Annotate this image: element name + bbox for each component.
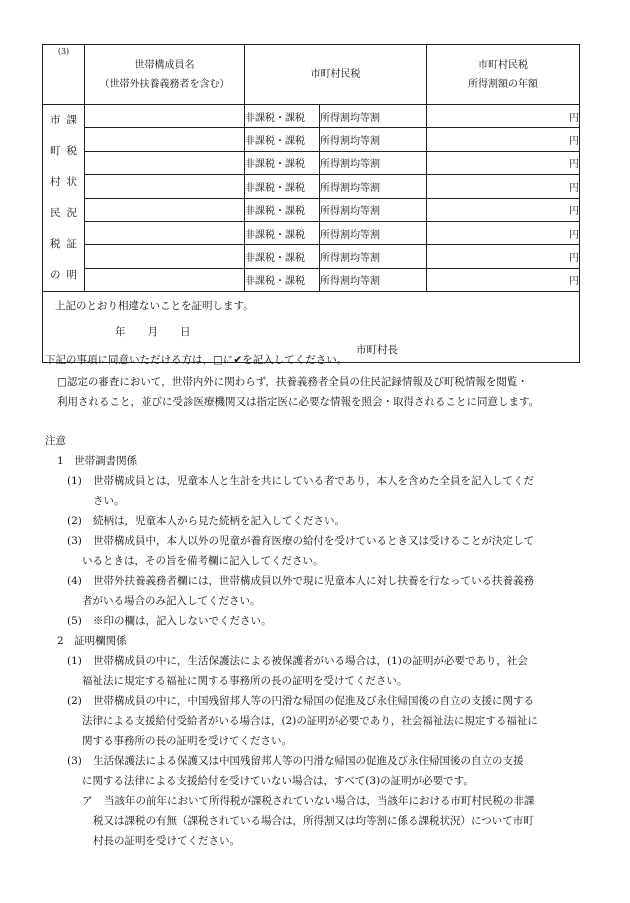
tax-status-cell[interactable]: 非課税・課税 (245, 245, 320, 268)
member-name-cell[interactable] (85, 175, 245, 198)
side-label-row: 民 況 (50, 207, 77, 219)
income-levy-amount-cell[interactable]: 円 (427, 175, 580, 198)
side-label-row: 市 課 (50, 114, 77, 126)
member-name-cell[interactable] (85, 221, 245, 244)
side-label-row: 税 証 (50, 238, 77, 250)
note-text: ※印の欄は，記入しないでください。 (93, 615, 272, 627)
tax-status-cell[interactable]: 非課税・課税 (245, 128, 320, 151)
header-income-levy-line2: 所得割額の年額 (468, 78, 538, 90)
certification-date (115, 324, 213, 339)
tax-status-cell[interactable]: 非課税・課税 (245, 175, 320, 198)
note-text: 者がいる場合のみ記入してください。 (82, 595, 261, 607)
income-levy-amount-cell[interactable]: 円 (427, 198, 580, 221)
note-text: 世帯構成員中，本人以外の児童が養育医療の給付を受けているとき又は受けることが決定して (93, 535, 534, 547)
note-text: 続柄は，児童本人から見た続柄を記入してください。 (93, 515, 345, 527)
note-text: 法律による支援給付受給者がいる場合は，(2)の証明が必要であり，社会福祉法に規定する福祉に (82, 715, 538, 727)
note-number: (4) (67, 575, 82, 587)
notes-title: 注意 (45, 435, 66, 447)
note-number: (2) (67, 515, 82, 527)
consent-checkbox-line1[interactable]: □認定の審査において，世帯内外に関わらず，扶養義務者全員の住民記録情報及び町税情報を閲覧・ (57, 376, 528, 388)
section1-title: 1 世帯調書関係 (57, 455, 138, 467)
income-levy-amount-cell[interactable]: 円 (427, 268, 580, 291)
tax-type-cell[interactable]: 所得割均等割 (320, 245, 427, 268)
note-text: 税又は課税の有無（課税されている場合は，所得割又は均等割に係る課税状況）について市町 (93, 815, 534, 827)
tax-type-cell[interactable]: 所得割均等割 (320, 221, 427, 244)
note-text: さい。 (93, 495, 125, 507)
income-levy-amount-cell[interactable]: 円 (427, 105, 580, 128)
section2-title: 2 証明欄関係 (57, 635, 127, 647)
note-text: に関する法律による支援給付を受けていない場合は，すべて(3)の証明が必要です。 (82, 775, 474, 787)
section-number: (3) (43, 45, 85, 105)
member-name-cell[interactable] (85, 151, 245, 174)
side-label-row: の 明 (50, 269, 77, 281)
member-name-cell[interactable] (85, 268, 245, 291)
note-number: (1) (67, 655, 82, 667)
note-number: (1) (67, 475, 82, 487)
tax-type-cell[interactable]: 所得割均等割 (320, 105, 427, 128)
note-sub-marker: ア (82, 795, 93, 807)
note-number: (3) (67, 535, 82, 547)
tax-status-cell[interactable]: 非課税・課税 (245, 268, 320, 291)
tax-type-cell[interactable]: 所得割均等割 (320, 128, 427, 151)
date-day-label: 日 (180, 326, 191, 338)
header-municipal-tax: 市町村民税 (245, 45, 427, 105)
side-label-tax-status (43, 105, 85, 292)
member-name-cell[interactable] (85, 105, 245, 128)
mayor-signature-label: 市町村長 (356, 344, 398, 356)
side-label-row: 町 税 (50, 145, 77, 157)
consent-line2: 利用されること，並びに受診医療機関又は指定医に必要な情報を照会・取得されることに同意します。 (57, 396, 540, 408)
date-month-label: 月 (147, 326, 158, 338)
note-text: 世帯構成員とは，児童本人と生計を共にしている者であり，本人を含めた全員を記入してくだ (93, 475, 534, 487)
income-levy-amount-cell[interactable]: 円 (427, 245, 580, 268)
note-text: 世帯外扶養義務者欄には，世帯構成員以外で現に児童本人に対し扶養を行なっている扶養義務 (93, 575, 534, 587)
tax-status-cell[interactable]: 非課税・課税 (245, 151, 320, 174)
side-label-row: 村 状 (50, 176, 77, 188)
consent-intro: 下記の事項に同意いただける方は，□に✔を記入してください。 (45, 354, 348, 366)
header-member-name (85, 45, 245, 105)
tax-status-cell[interactable]: 非課税・課税 (245, 221, 320, 244)
note-text: 世帯構成員の中に，生活保護法による被保護者がいる場合は，(1)の証明が必要であり，社会 (93, 655, 528, 667)
note-number: (3) (67, 755, 82, 767)
tax-type-cell[interactable]: 所得割均等割 (320, 198, 427, 221)
note-text: 関する事務所の長の証明を受けてください。 (82, 735, 292, 747)
note-text: いるときは，その旨を備考欄に記入してください。 (82, 555, 324, 567)
certification-statement: 上記のとおり相違ないことを証明します。 (55, 300, 254, 312)
note-number: (5) (67, 615, 82, 627)
note-text: 当該年の前年において所得税が課税されていない場合は，当該年における市町村民税の非課 (104, 795, 535, 807)
header-income-levy-line1: 市町村民税 (478, 59, 528, 71)
note-text: 村長の証明を受けてください。 (93, 835, 240, 847)
note-text: 世帯構成員の中に，中国残留邦人等の円滑な帰国の促進及び永住帰国後の自立の支援に関する (93, 695, 534, 707)
header-member-name-line1: 世帯構成員名 (134, 59, 195, 71)
tax-type-cell[interactable]: 所得割均等割 (320, 175, 427, 198)
income-levy-amount-cell[interactable]: 円 (427, 128, 580, 151)
member-name-cell[interactable] (85, 245, 245, 268)
date-year-label: 年 (115, 326, 126, 338)
note-text: 福祉法に規定する福祉に関する事務所の長の証明を受けてください。 (82, 675, 408, 687)
tax-type-cell[interactable]: 所得割均等割 (320, 151, 427, 174)
note-text: 生活保護法による保護又は中国残留邦人等の円滑な帰国の促進及び永住帰国後の自立の支援 (93, 755, 524, 767)
tax-certificate-table (42, 44, 580, 363)
income-levy-amount-cell[interactable]: 円 (427, 151, 580, 174)
income-levy-amount-cell[interactable]: 円 (427, 221, 580, 244)
tax-type-cell[interactable]: 所得割均等割 (320, 268, 427, 291)
tax-status-cell[interactable]: 非課税・課税 (245, 105, 320, 128)
member-name-cell[interactable] (85, 128, 245, 151)
tax-status-cell[interactable]: 非課税・課税 (245, 198, 320, 221)
member-name-cell[interactable] (85, 198, 245, 221)
header-income-levy (427, 45, 580, 105)
header-member-name-line2: （世帯外扶養義務者を含む） (99, 78, 230, 90)
note-number: (2) (67, 695, 82, 707)
